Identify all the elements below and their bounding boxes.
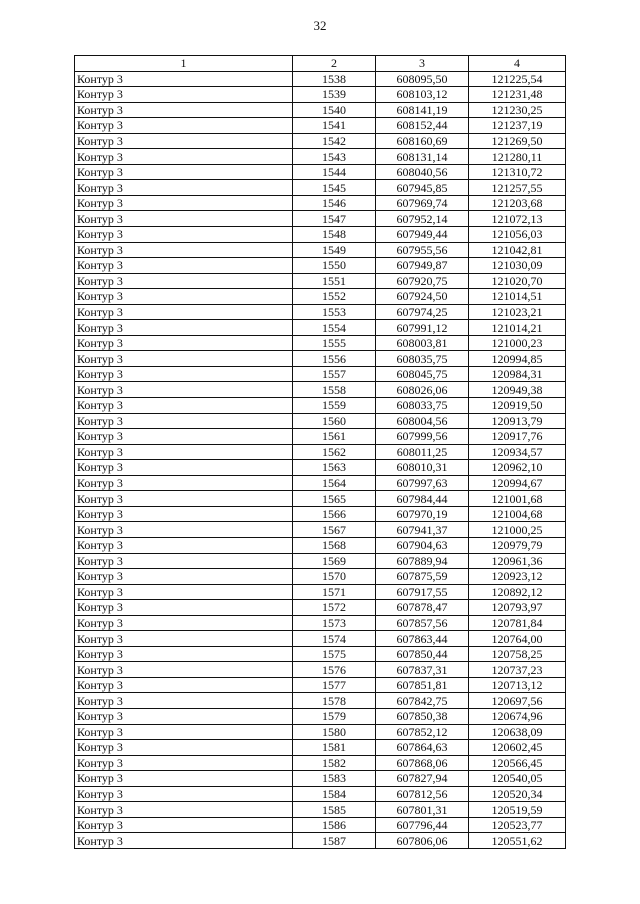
table-row (75, 677, 566, 693)
contour-name-cell: Контур 3 (75, 786, 293, 802)
x-coordinate-cell: 607868,06 (376, 755, 469, 771)
point-number-cell: 1578 (293, 693, 376, 709)
y-coordinate-cell: 121269,50 (469, 133, 566, 149)
y-coordinate-cell: 120913,79 (469, 413, 566, 429)
contour-name-cell: Контур 3 (75, 242, 293, 258)
x-coordinate-cell: 607917,55 (376, 584, 469, 600)
table-row (75, 460, 566, 476)
x-coordinate-cell: 607852,12 (376, 724, 469, 740)
table-row (75, 87, 566, 103)
table-row (75, 833, 566, 849)
y-coordinate-cell: 120979,79 (469, 537, 566, 553)
contour-name-cell: Контур 3 (75, 211, 293, 227)
point-number-cell: 1552 (293, 289, 376, 305)
x-coordinate-cell: 607969,74 (376, 195, 469, 211)
y-coordinate-cell: 120949,38 (469, 382, 566, 398)
contour-name-cell: Контур 3 (75, 693, 293, 709)
contour-name-cell: Контур 3 (75, 258, 293, 274)
y-coordinate-cell: 121001,68 (469, 491, 566, 507)
y-coordinate-cell: 121020,70 (469, 273, 566, 289)
table-row (75, 335, 566, 351)
y-coordinate-cell: 120892,12 (469, 584, 566, 600)
contour-name-cell: Контур 3 (75, 522, 293, 538)
table-row (75, 366, 566, 382)
y-coordinate-cell: 120793,97 (469, 600, 566, 616)
table-row (75, 118, 566, 134)
x-coordinate-cell: 607850,44 (376, 646, 469, 662)
x-coordinate-cell: 607875,59 (376, 569, 469, 585)
y-coordinate-cell: 120764,00 (469, 631, 566, 647)
contour-name-cell: Контур 3 (75, 429, 293, 445)
point-number-cell: 1562 (293, 444, 376, 460)
contour-name-cell: Контур 3 (75, 475, 293, 491)
y-coordinate-cell: 120737,23 (469, 662, 566, 678)
x-coordinate-cell: 607863,44 (376, 631, 469, 647)
y-coordinate-cell: 120961,36 (469, 553, 566, 569)
contour-name-cell: Контур 3 (75, 273, 293, 289)
x-coordinate-cell: 608131,14 (376, 149, 469, 165)
y-coordinate-cell: 120540,05 (469, 771, 566, 787)
x-coordinate-cell: 608026,06 (376, 382, 469, 398)
y-coordinate-cell: 120758,25 (469, 646, 566, 662)
table-body (75, 71, 566, 848)
x-coordinate-cell: 607878,47 (376, 600, 469, 616)
table-row (75, 537, 566, 553)
table-row (75, 662, 566, 678)
x-coordinate-cell: 607970,19 (376, 506, 469, 522)
x-coordinate-cell: 608035,75 (376, 351, 469, 367)
table-row (75, 491, 566, 507)
point-number-cell: 1587 (293, 833, 376, 849)
table-row (75, 149, 566, 165)
table-row (75, 615, 566, 631)
contour-name-cell: Контур 3 (75, 366, 293, 382)
contour-name-cell: Контур 3 (75, 335, 293, 351)
point-number-cell: 1559 (293, 398, 376, 414)
table-row (75, 258, 566, 274)
y-coordinate-cell: 120520,34 (469, 786, 566, 802)
x-coordinate-cell: 608103,12 (376, 87, 469, 103)
contour-name-cell: Контур 3 (75, 537, 293, 553)
table-row (75, 320, 566, 336)
x-coordinate-cell: 608095,50 (376, 71, 469, 87)
x-coordinate-cell: 607924,50 (376, 289, 469, 305)
y-coordinate-cell: 121000,23 (469, 335, 566, 351)
table-row (75, 600, 566, 616)
x-coordinate-cell: 608045,75 (376, 366, 469, 382)
point-number-cell: 1544 (293, 164, 376, 180)
point-number-cell: 1564 (293, 475, 376, 491)
table-header-row (75, 56, 566, 72)
contour-name-cell: Контур 3 (75, 491, 293, 507)
x-coordinate-cell: 608160,69 (376, 133, 469, 149)
y-coordinate-cell: 120674,96 (469, 708, 566, 724)
x-coordinate-cell: 607806,06 (376, 833, 469, 849)
point-number-cell: 1561 (293, 429, 376, 445)
y-coordinate-cell: 120917,76 (469, 429, 566, 445)
point-number-cell: 1541 (293, 118, 376, 134)
x-coordinate-cell: 607904,63 (376, 537, 469, 553)
page-number: 32 (313, 18, 327, 33)
point-number-cell: 1551 (293, 273, 376, 289)
point-number-cell: 1569 (293, 553, 376, 569)
table-row (75, 180, 566, 196)
contour-name-cell: Контур 3 (75, 631, 293, 647)
table-row (75, 413, 566, 429)
y-coordinate-cell: 121280,11 (469, 149, 566, 165)
table-row (75, 164, 566, 180)
table-row (75, 569, 566, 585)
x-coordinate-cell: 607949,44 (376, 227, 469, 243)
table-row (75, 693, 566, 709)
contour-name-cell: Контур 3 (75, 149, 293, 165)
contour-name-cell: Контур 3 (75, 506, 293, 522)
y-coordinate-cell: 120919,50 (469, 398, 566, 414)
point-number-cell: 1577 (293, 677, 376, 693)
table-row (75, 771, 566, 787)
contour-name-cell: Контур 3 (75, 708, 293, 724)
point-number-cell: 1586 (293, 817, 376, 833)
x-coordinate-cell: 607991,12 (376, 320, 469, 336)
x-coordinate-cell: 608011,25 (376, 444, 469, 460)
y-coordinate-cell: 120994,85 (469, 351, 566, 367)
table-row (75, 802, 566, 818)
point-number-cell: 1540 (293, 102, 376, 118)
table-row (75, 553, 566, 569)
point-number-cell: 1549 (293, 242, 376, 258)
contour-name-cell: Контур 3 (75, 289, 293, 305)
x-coordinate-cell: 607999,56 (376, 429, 469, 445)
point-number-cell: 1555 (293, 335, 376, 351)
y-coordinate-cell: 121030,09 (469, 258, 566, 274)
table-row (75, 444, 566, 460)
y-coordinate-cell: 120713,12 (469, 677, 566, 693)
y-coordinate-cell: 121072,13 (469, 211, 566, 227)
table-row (75, 382, 566, 398)
y-coordinate-cell: 120934,57 (469, 444, 566, 460)
x-coordinate-cell: 607984,44 (376, 491, 469, 507)
contour-name-cell: Контур 3 (75, 569, 293, 585)
y-coordinate-cell: 121230,25 (469, 102, 566, 118)
contour-name-cell: Контур 3 (75, 460, 293, 476)
contour-name-cell: Контур 3 (75, 677, 293, 693)
point-number-cell: 1572 (293, 600, 376, 616)
contour-name-cell: Контур 3 (75, 646, 293, 662)
point-number-cell: 1573 (293, 615, 376, 631)
point-number-cell: 1547 (293, 211, 376, 227)
x-coordinate-cell: 607945,85 (376, 180, 469, 196)
y-coordinate-cell: 120697,56 (469, 693, 566, 709)
contour-name-cell: Контур 3 (75, 755, 293, 771)
point-number-cell: 1563 (293, 460, 376, 476)
table-row (75, 242, 566, 258)
y-coordinate-cell: 121014,21 (469, 320, 566, 336)
x-coordinate-cell: 608040,56 (376, 164, 469, 180)
y-coordinate-cell: 121257,55 (469, 180, 566, 196)
x-coordinate-cell: 607864,63 (376, 740, 469, 756)
x-coordinate-cell: 608010,31 (376, 460, 469, 476)
column-header: 3 (376, 56, 469, 72)
point-number-cell: 1560 (293, 413, 376, 429)
x-coordinate-cell: 607955,56 (376, 242, 469, 258)
table-row (75, 273, 566, 289)
y-coordinate-cell: 121237,19 (469, 118, 566, 134)
table-row (75, 227, 566, 243)
contour-name-cell: Контур 3 (75, 195, 293, 211)
y-coordinate-cell: 120551,62 (469, 833, 566, 849)
contour-name-cell: Контур 3 (75, 740, 293, 756)
table-row (75, 584, 566, 600)
point-number-cell: 1579 (293, 708, 376, 724)
point-number-cell: 1556 (293, 351, 376, 367)
x-coordinate-cell: 607920,75 (376, 273, 469, 289)
table-row (75, 506, 566, 522)
x-coordinate-cell: 607952,14 (376, 211, 469, 227)
table-row (75, 211, 566, 227)
contour-name-cell: Контур 3 (75, 600, 293, 616)
point-number-cell: 1542 (293, 133, 376, 149)
point-number-cell: 1575 (293, 646, 376, 662)
x-coordinate-cell: 607827,94 (376, 771, 469, 787)
table-row (75, 351, 566, 367)
column-header: 1 (75, 56, 293, 72)
y-coordinate-cell: 120523,77 (469, 817, 566, 833)
column-header: 2 (293, 56, 376, 72)
table-row (75, 646, 566, 662)
y-coordinate-cell: 120638,09 (469, 724, 566, 740)
y-coordinate-cell: 121310,72 (469, 164, 566, 180)
table-row (75, 102, 566, 118)
contour-name-cell: Контур 3 (75, 817, 293, 833)
point-number-cell: 1543 (293, 149, 376, 165)
point-number-cell: 1567 (293, 522, 376, 538)
point-number-cell: 1548 (293, 227, 376, 243)
point-number-cell: 1584 (293, 786, 376, 802)
y-coordinate-cell: 120962,10 (469, 460, 566, 476)
y-coordinate-cell: 121042,81 (469, 242, 566, 258)
contour-name-cell: Контур 3 (75, 87, 293, 103)
y-coordinate-cell: 120984,31 (469, 366, 566, 382)
point-number-cell: 1574 (293, 631, 376, 647)
y-coordinate-cell: 121056,03 (469, 227, 566, 243)
contour-name-cell: Контур 3 (75, 180, 293, 196)
contour-name-cell: Контур 3 (75, 164, 293, 180)
contour-name-cell: Контур 3 (75, 802, 293, 818)
table-row (75, 398, 566, 414)
contour-name-cell: Контур 3 (75, 71, 293, 87)
x-coordinate-cell: 607850,38 (376, 708, 469, 724)
point-number-cell: 1582 (293, 755, 376, 771)
point-number-cell: 1571 (293, 584, 376, 600)
point-number-cell: 1554 (293, 320, 376, 336)
table-row (75, 708, 566, 724)
point-number-cell: 1565 (293, 491, 376, 507)
x-coordinate-cell: 608033,75 (376, 398, 469, 414)
y-coordinate-cell: 120519,59 (469, 802, 566, 818)
point-number-cell: 1558 (293, 382, 376, 398)
contour-name-cell: Контур 3 (75, 662, 293, 678)
coordinates-table (74, 55, 566, 849)
x-coordinate-cell: 607949,87 (376, 258, 469, 274)
point-number-cell: 1580 (293, 724, 376, 740)
point-number-cell: 1568 (293, 537, 376, 553)
y-coordinate-cell: 121000,25 (469, 522, 566, 538)
point-number-cell: 1553 (293, 304, 376, 320)
table-row (75, 755, 566, 771)
x-coordinate-cell: 607837,31 (376, 662, 469, 678)
table-row (75, 724, 566, 740)
contour-name-cell: Контур 3 (75, 553, 293, 569)
contour-name-cell: Контур 3 (75, 351, 293, 367)
y-coordinate-cell: 121231,48 (469, 87, 566, 103)
table-row (75, 289, 566, 305)
point-number-cell: 1576 (293, 662, 376, 678)
x-coordinate-cell: 607857,56 (376, 615, 469, 631)
column-header: 4 (469, 56, 566, 72)
y-coordinate-cell: 121004,68 (469, 506, 566, 522)
contour-name-cell: Контур 3 (75, 133, 293, 149)
y-coordinate-cell: 120994,67 (469, 475, 566, 491)
x-coordinate-cell: 608152,44 (376, 118, 469, 134)
x-coordinate-cell: 608141,19 (376, 102, 469, 118)
contour-name-cell: Контур 3 (75, 833, 293, 849)
x-coordinate-cell: 607796,44 (376, 817, 469, 833)
point-number-cell: 1546 (293, 195, 376, 211)
contour-name-cell: Контур 3 (75, 615, 293, 631)
table-row (75, 740, 566, 756)
x-coordinate-cell: 607801,31 (376, 802, 469, 818)
x-coordinate-cell: 608003,81 (376, 335, 469, 351)
point-number-cell: 1557 (293, 366, 376, 382)
table-row (75, 304, 566, 320)
x-coordinate-cell: 607851,81 (376, 677, 469, 693)
contour-name-cell: Контур 3 (75, 118, 293, 134)
point-number-cell: 1585 (293, 802, 376, 818)
y-coordinate-cell: 120923,12 (469, 569, 566, 585)
y-coordinate-cell: 121225,54 (469, 71, 566, 87)
table-row (75, 195, 566, 211)
table-row (75, 475, 566, 491)
y-coordinate-cell: 121014,51 (469, 289, 566, 305)
contour-name-cell: Контур 3 (75, 382, 293, 398)
table-row (75, 631, 566, 647)
y-coordinate-cell: 121203,68 (469, 195, 566, 211)
contour-name-cell: Контур 3 (75, 413, 293, 429)
y-coordinate-cell: 120566,45 (469, 755, 566, 771)
contour-name-cell: Контур 3 (75, 304, 293, 320)
x-coordinate-cell: 607889,94 (376, 553, 469, 569)
contour-name-cell: Контур 3 (75, 320, 293, 336)
contour-name-cell: Контур 3 (75, 444, 293, 460)
contour-name-cell: Контур 3 (75, 102, 293, 118)
table-row (75, 522, 566, 538)
table-row (75, 817, 566, 833)
contour-name-cell: Контур 3 (75, 584, 293, 600)
contour-name-cell: Контур 3 (75, 398, 293, 414)
point-number-cell: 1538 (293, 71, 376, 87)
contour-name-cell: Контур 3 (75, 724, 293, 740)
x-coordinate-cell: 607997,63 (376, 475, 469, 491)
point-number-cell: 1539 (293, 87, 376, 103)
table-row (75, 786, 566, 802)
point-number-cell: 1566 (293, 506, 376, 522)
contour-name-cell: Контур 3 (75, 771, 293, 787)
point-number-cell: 1550 (293, 258, 376, 274)
table-row (75, 429, 566, 445)
x-coordinate-cell: 607974,25 (376, 304, 469, 320)
y-coordinate-cell: 120781,84 (469, 615, 566, 631)
contour-name-cell: Контур 3 (75, 227, 293, 243)
x-coordinate-cell: 608004,56 (376, 413, 469, 429)
point-number-cell: 1583 (293, 771, 376, 787)
table-row (75, 133, 566, 149)
point-number-cell: 1570 (293, 569, 376, 585)
point-number-cell: 1581 (293, 740, 376, 756)
x-coordinate-cell: 607842,75 (376, 693, 469, 709)
table-row (75, 71, 566, 87)
y-coordinate-cell: 120602,45 (469, 740, 566, 756)
y-coordinate-cell: 121023,21 (469, 304, 566, 320)
x-coordinate-cell: 607941,37 (376, 522, 469, 538)
point-number-cell: 1545 (293, 180, 376, 196)
x-coordinate-cell: 607812,56 (376, 786, 469, 802)
